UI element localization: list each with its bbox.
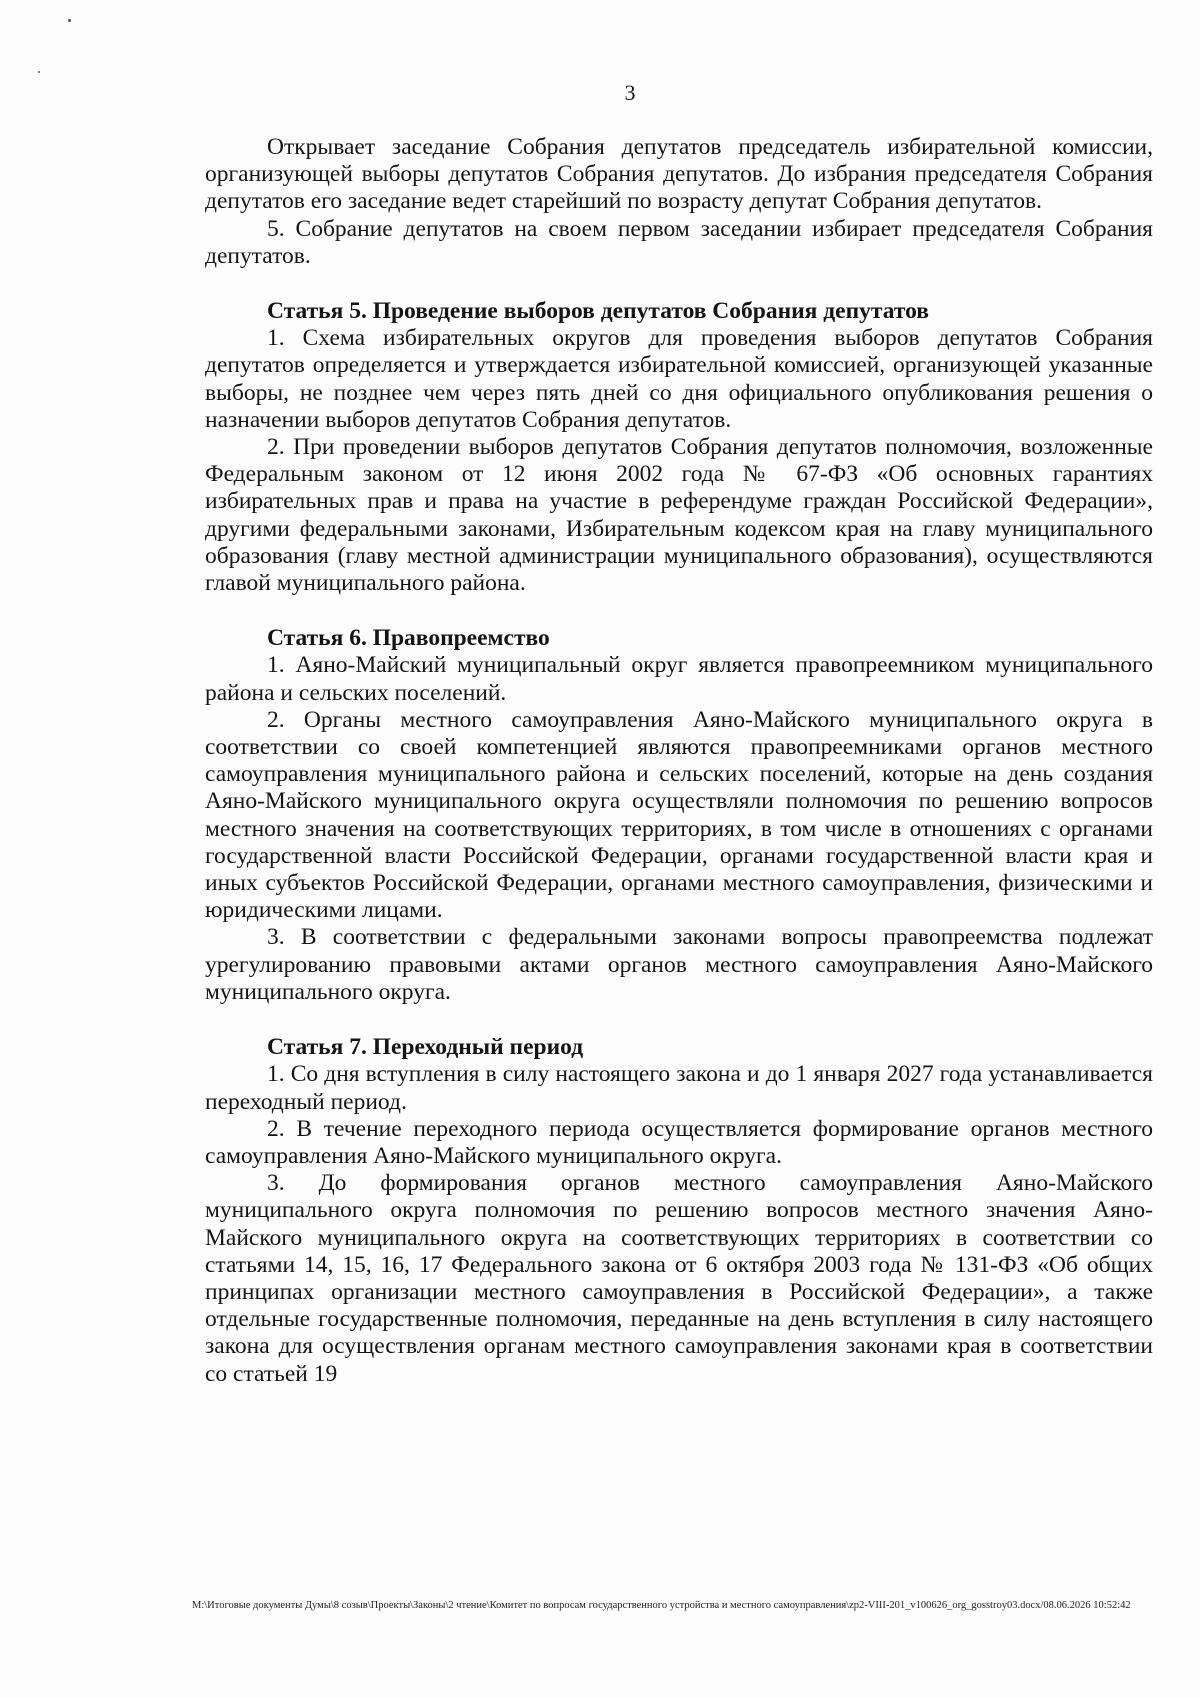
paragraph: 2. При проведении выборов депутатов Собрания депутатов полномочия, возложенные Федеральным законом от 12 июня 2002 года № 67-ФЗ «Об основных гарантиях избирательных прав и права на участие в референдуме граждан Российской Федерации», другими федеральными законами, Избирательным кодексом края на главу муниципального образования (главу местной администрации муниципального образования), осуществляются главой муниципального района. — [205, 434, 1153, 597]
paragraph: 3. До формирования органов местного самоуправления Аяно-Майского муниципального округа полномочия по решению вопросов местного значения Аяно-Майского муниципального округа на соответствующих территориях в соответствии со статьями 14, 15, 16, 17 Федерального закона от 6 октября 2003 года № 131-ФЗ «Об общих принципах организации местного самоуправления в Российской Федерации», а также отдельные государственные полномочия, переданные на день вступления в силу настоящего закона для осуществления органам местного самоуправления законами края в соответствии со статьей 19 — [205, 1170, 1153, 1387]
article-heading: Статья 7. Переходный период — [267, 1034, 584, 1061]
page-number: 3 — [624, 80, 636, 105]
article-heading: Статья 6. Правопреемство — [267, 625, 550, 652]
paragraph: Открывает заседание Собрания депутатов председатель избирательной комиссии, организующей выборы депутатов Собрания депутатов. До избрания председателя Собрания депутатов его заседание ведет старейший по возрасту депутат Собрания депутатов. — [205, 134, 1153, 215]
scan-speck — [38, 71, 40, 73]
scan-speck — [68, 19, 71, 22]
document-body — [205, 134, 1153, 1388]
paragraph: 2. Органы местного самоуправления Аяно-Майского муниципального округа в соответствии со своей компетенцией являются правопреемниками органов местного самоуправления муниципального района и сельских поселений, которые на день создания Аяно-Майского муниципального округа осуществляли полномочия по решению вопросов местного значения на соответствующих территориях, в том числе в отношениях с органами государственной власти Российской Федерации, органами государственной власти края и иных субъектов Российской Федерации, органами местного самоуправления, физическими и юридическими лицами. — [205, 706, 1153, 924]
file-path-footer: M:\Итоговые документы Думы\8 созыв\Проекты\Законы\2 чтение\Комитет по вопросам государственного устройства и местного самоуправления\zp2-VIII-201_v100626_org_gosstroy03.docx/08.06.2026 10:52:42 — [192, 1600, 1131, 1611]
paragraph: 1. Схема избирательных округов для проведения выборов депутатов Собрания депутатов определяется и утверждается избирательной комиссией, организующей указанные выборы, не позднее чем через пять дней со дня официального опубликования решения о назначении выборов депутатов Собрания депутатов. — [205, 325, 1153, 433]
article-heading: Статья 5. Проведение выборов депутатов Собрания депутатов — [267, 298, 929, 325]
paragraph: 1. Со дня вступления в силу настоящего закона и до 1 января 2027 года устанавливается переходный период. — [205, 1061, 1153, 1115]
paragraph: 2. В течение переходного периода осуществляется формирование органов местного самоуправления Аяно-Майского муниципального округа. — [205, 1115, 1153, 1169]
paragraph: 1. Аяно-Майский муниципальный округ является правопреемником муниципального района и сельских поселений. — [205, 652, 1153, 706]
paragraph: 5. Собрание депутатов на своем первом заседании избирает председателя Собрания депутатов. — [205, 215, 1153, 269]
paragraph: 3. В соответствии с федеральными законами вопросы правопреемства подлежат урегулированию правовыми актами органов местного самоуправления Аяно-Майского муниципального округа. — [205, 924, 1153, 1005]
